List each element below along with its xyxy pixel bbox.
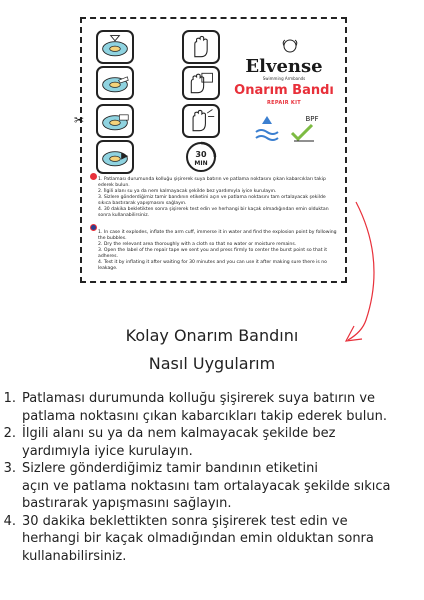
step-item	[0, 460, 424, 513]
card-instruction-en: 3. Open the label of the repair tape we sent you and press firmly to center the burst point so that it adheres.	[98, 248, 328, 259]
card-instruction-tr: 2. İlgili alanı su ya da nem kalmayacak şekilde bez yardımıyla iyice kurulayın.	[98, 189, 277, 194]
heading-line-2: Nasıl Uygularım	[148, 354, 276, 373]
card-instruction-en: 2. Dry the relevant area thoroughly with a cloth so that no water or moisture remains.	[98, 242, 297, 247]
bpf-badge-icon	[288, 113, 322, 147]
brand-tagline: Swimming Armbands	[262, 76, 306, 81]
hand-icon	[182, 30, 220, 64]
card-instruction-en: 1. In case it explodes, inflate the arm cuff, immerse it in water and find the explosion point by following the bubbles.	[98, 230, 337, 241]
step-text: Patlaması durumunda kolluğu şişirerek suya batırın ve	[22, 391, 376, 406]
step-number: 1.	[3, 391, 16, 406]
step-text: Sizlere gönderdiğimiz tamir bandının etiketini	[22, 461, 318, 476]
brand-name: Elvense	[245, 56, 323, 77]
bpf-label: BPF	[305, 115, 319, 123]
card-instructions-turkish	[98, 177, 340, 219]
step-text: İlgili alanı su ya da nem kalmayacak şekilde bez	[22, 426, 336, 441]
step-text: açın ve patlama noktasını tam ortalayacak şekilde sıkıca	[22, 478, 391, 494]
hand-press-icon	[182, 104, 220, 138]
step-text: bastırarak yapışmasını sağlayın.	[22, 496, 232, 511]
float-ring-icon	[96, 30, 134, 64]
waterproof-icon	[250, 112, 284, 146]
float-ring-dry-icon	[96, 66, 134, 100]
instruction-steps	[0, 390, 424, 565]
step-text: herhangi bir kaçak olmadığından emin olduktan sonra	[22, 531, 374, 546]
step-number: 3.	[3, 461, 16, 476]
step-text: yardımıyla iyice kurulayın.	[22, 443, 193, 459]
brand-crest-icon	[280, 36, 300, 56]
hand-cloth-icon	[182, 66, 220, 100]
float-ring-tape-icon	[96, 104, 134, 138]
repair-kit-label: REPAIR KIT	[267, 100, 301, 106]
step-item	[0, 513, 424, 566]
step-number: 4.	[3, 513, 16, 529]
card-instructions-english	[98, 230, 340, 272]
card-instruction-tr: 3. Sizlere gönderdiğimiz tamir bandının etiketini açın ve patlama noktasını tam ortalayacak şekilde sıkıca bastırarak yapışmasını sağlayın.	[98, 195, 326, 206]
timer-value: 30	[195, 150, 207, 159]
step-item	[0, 390, 424, 425]
turkish-flag-icon	[90, 173, 97, 180]
card-instruction-en: 4. Test it by inflating it after waiting for 30 minutes and you can use it after making sure there is no leakage.	[98, 260, 327, 271]
float-ring-test-icon	[96, 140, 134, 174]
step-number: 2.	[3, 426, 16, 441]
step-text: 30 dakika beklettikten sonra şişirerek test edin ve	[22, 513, 348, 529]
timer-icon	[182, 140, 220, 174]
product-title: Onarım Bandı	[234, 83, 334, 98]
step-item	[0, 425, 424, 460]
uk-flag-icon	[90, 224, 97, 231]
card-instruction-tr: 1. Patlaması durumunda kolluğu şişirerek suya batırın ve patlama noktasını çıkan kabarcıkları takip ederek bulun.	[98, 177, 326, 188]
step-text: patlama noktasını çıkan kabarcıkları takip ederek bulun.	[22, 408, 387, 424]
heading-line-1: Kolay Onarım Bandını	[125, 326, 299, 345]
step-text: kullanabilirsiniz.	[22, 548, 127, 564]
card-instruction-tr: 4. 30 dakika bekletikten sonra şişirerek test edin ve herhangi bir kaçak olmadığından emin olduktan sonra kullanabilirsiniz.	[98, 207, 329, 218]
scissors-icon: ✂	[74, 113, 85, 127]
timer-unit: MIN	[194, 160, 208, 167]
